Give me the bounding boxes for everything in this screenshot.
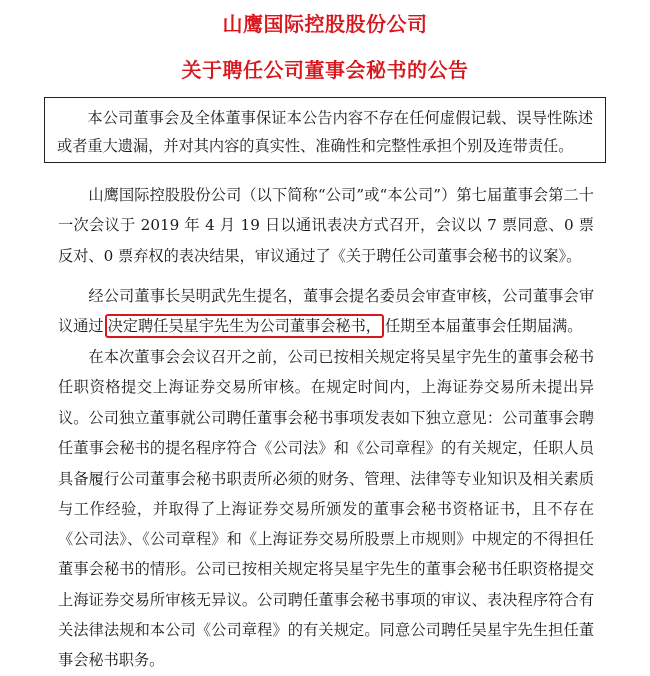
appointment-before: 经公司董事长吴明武先生提名，董事会提名委员会审查审核，公司董事会审议通过 — [58, 287, 594, 336]
paragraph-review-text: 在本次董事会会议召开之前，公司已按相关规定将吴星宇先生的董事会秘书任职资格提交上海证券交易所审核。在规定时间内，上海证券交易所未提出异议。 — [58, 348, 594, 427]
paragraph-appointment-text — [58, 281, 594, 342]
paragraph-independent-opinion — [58, 403, 594, 676]
paragraph-meeting — [58, 180, 594, 271]
appointment-after: 任期至本届董事会任期届满。 — [384, 317, 583, 336]
paragraph-meeting-text: 山鹰国际控股股份公司（以下简称“公司”或“本公司”）第七届董事会第二十一次会议于 2019 年 4 月 19 日以通讯表决方式召开，会议以 7 票同意、0 票反对、0 票弃权的表决结果，审议通过了《关于聘任公司董事会秘书的议案》。 — [58, 186, 594, 265]
disclaimer-text: 本公司董事会及全体董事保证本公告内容不存在任何虚假记载、误导性陈述或者重大遗漏，并对其内容的真实性、准确性和完整性承担个别及连带责任。 — [57, 109, 593, 155]
paragraph-independent-opinion-text: 公司独立董事就公司聘任董事会秘书事项发表如下独立意见：公司董事会聘任董事会秘书的提名程序符合《公司法》和《公司章程》的有关规定，任职人员具备履行公司董事会秘书职责所必须的财务、管理、法律等专业知识及相关素质与工作经验，并取得了上海证券交易所颁发的董事会秘书资格证书，且不存在《公司法》、《公司章程》和《上海证券交易所股票上市规则》中规定的不得担任董事会秘书的情形。公司已按相关规定将吴星宇先生的董事会秘书任职资格提交上海证券交易所审核无异议。公司聘任董事会秘书事项的审议、表决程序符合有关法律法规和本公司《公司章程》的有关规定。同意公司聘任吴星宇先生担任董事会秘书职务。 — [58, 409, 594, 670]
announcement-title: 关于聘任公司董事会秘书的公告 — [181, 58, 469, 82]
paragraph-appointment — [58, 281, 594, 342]
disclaimer-box — [44, 97, 606, 163]
appointment-highlight: 决定聘任吴星宇先生为公司董事会秘书， — [105, 314, 384, 338]
company-title: 山鹰国际控股股份公司 — [222, 12, 428, 36]
